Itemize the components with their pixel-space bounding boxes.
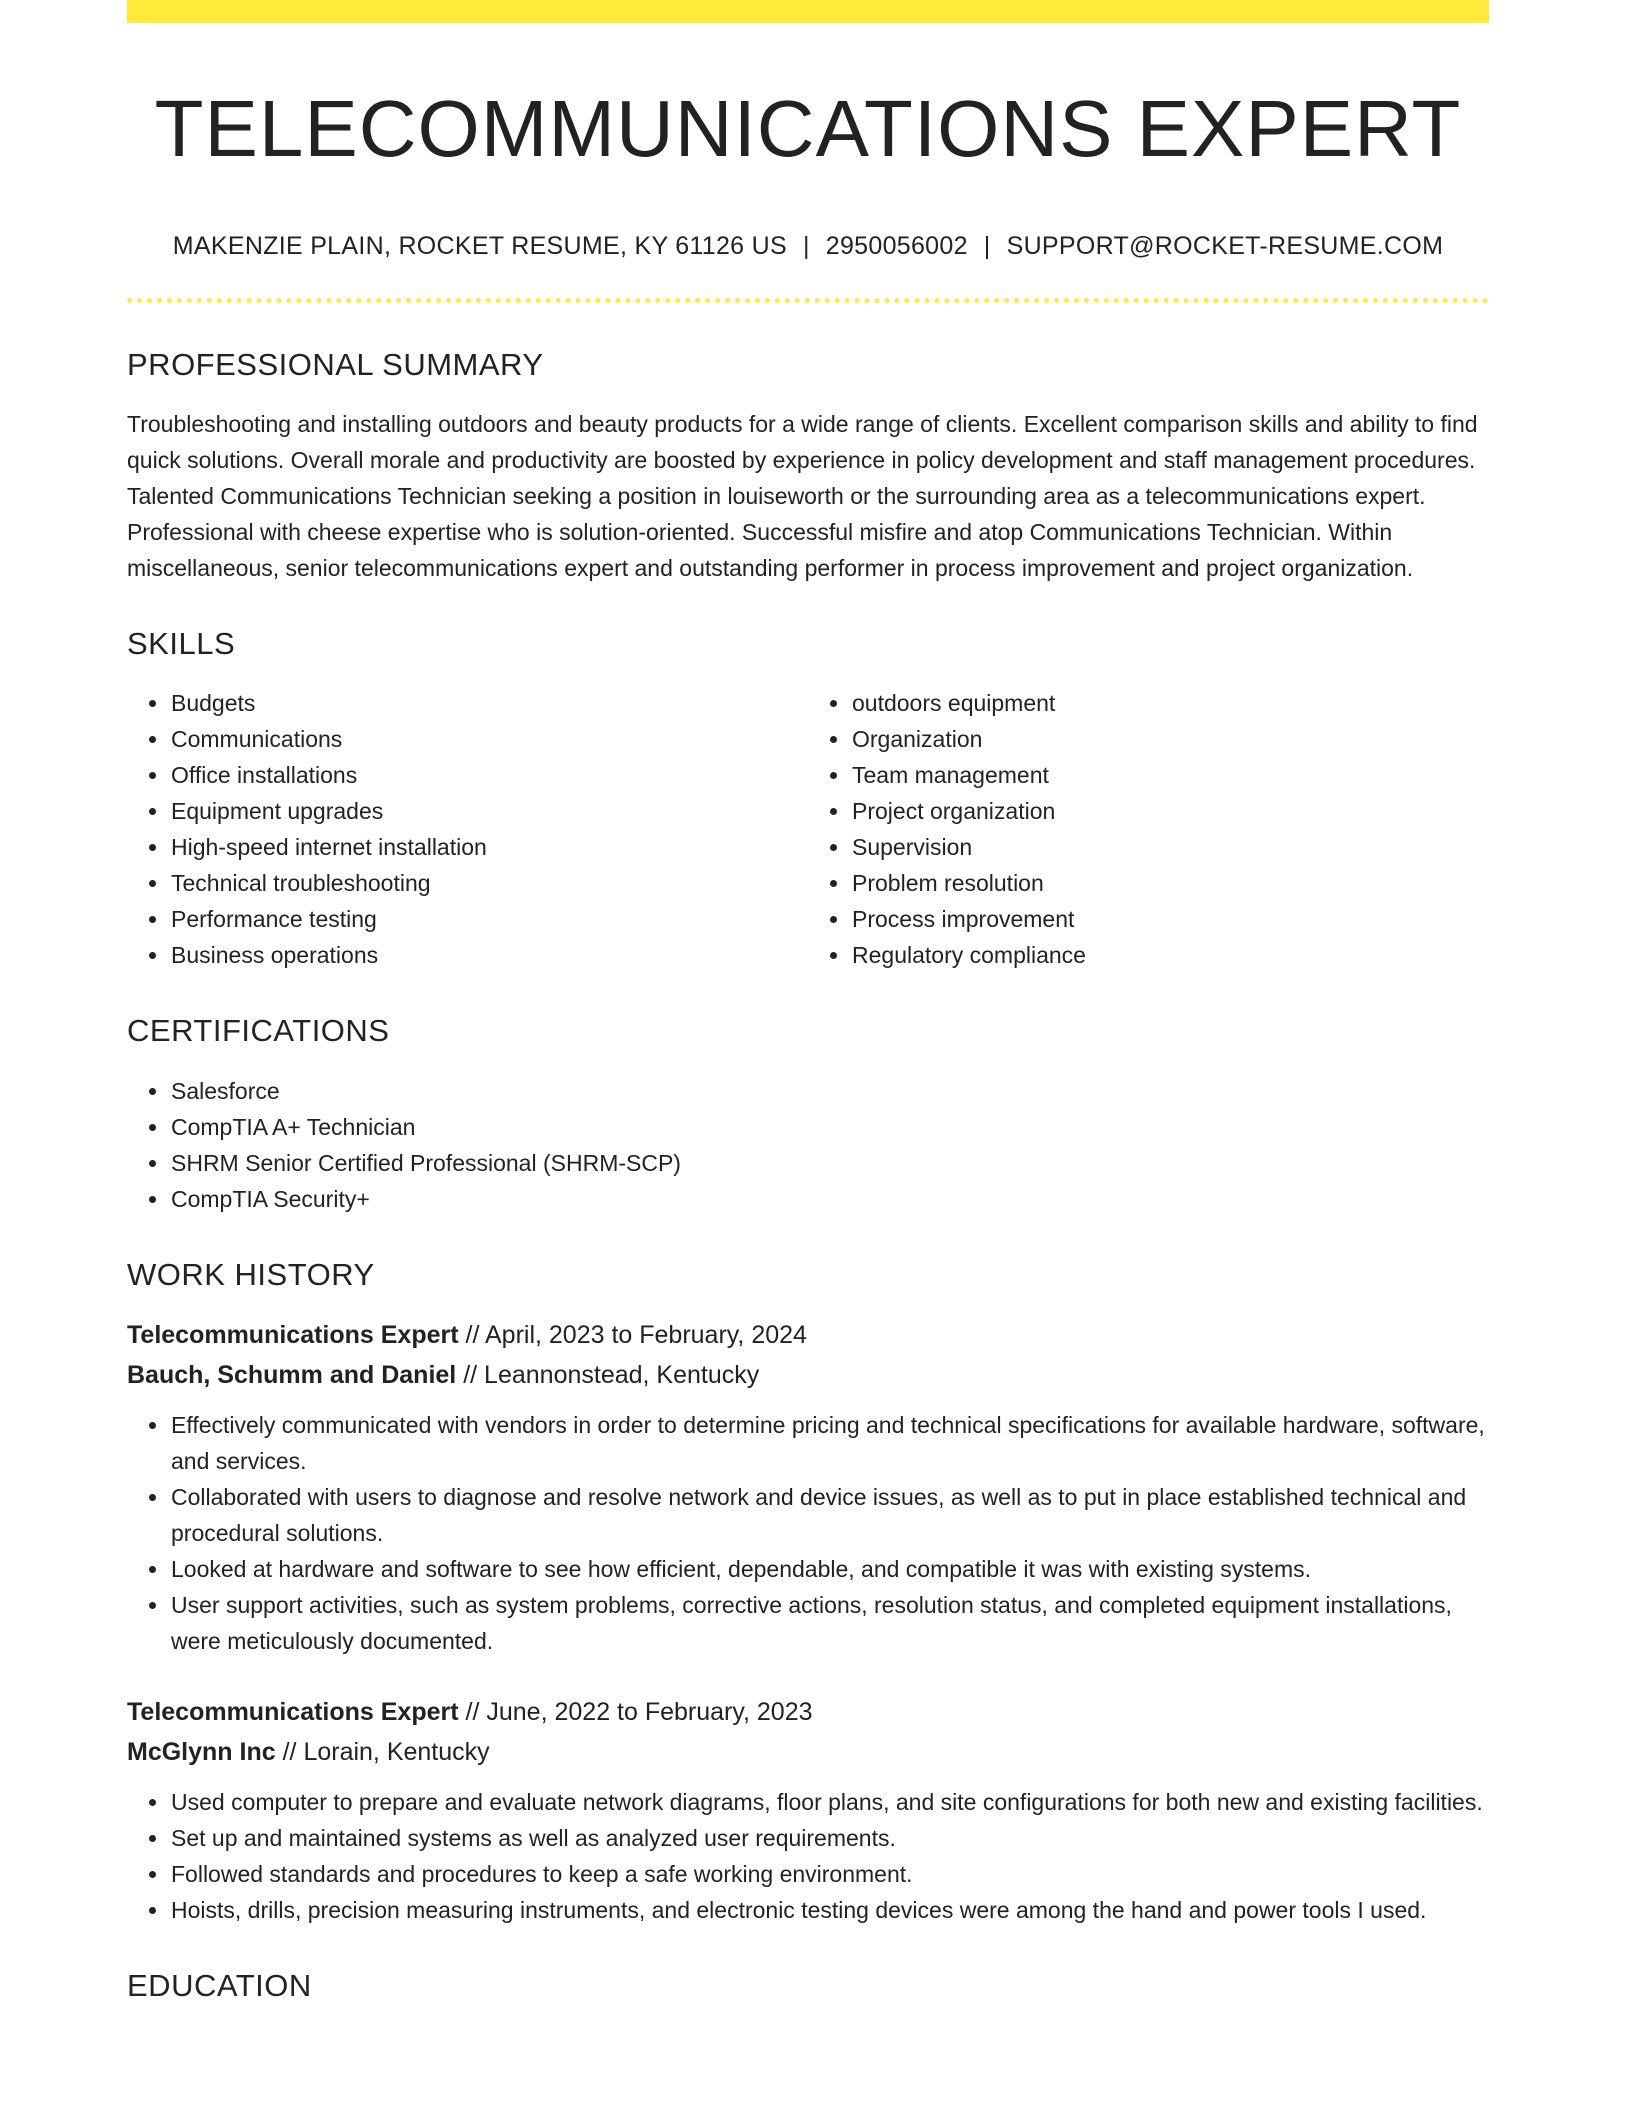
dotted-divider (127, 298, 1489, 303)
education-heading: EDUCATION (127, 1967, 312, 2003)
job-duty-item: • Looked at hardware and software to see how efficient, dependable, and compatible it was with existing systems. (170, 1551, 1489, 1587)
certifications-section (127, 1012, 1489, 1216)
summary-text: Troubleshooting and installing outdoors and beauty products for a wide range of clients. Excellent comparison skills and ability to find quick solutions. Overall morale and productivity are boosted by experience in policy development and staff management procedures. Talented Communications Technician seeking a position in louiseworth or the surrounding area as a telecommunications expert. Professional with cheese expertise who is solution-oriented. Successful misfire and atop Communications Technician. Within miscellaneous, senior telecommunications expert and outstanding performer in process improvement and project organization. (127, 411, 1478, 582)
contact-separator: | (983, 232, 991, 260)
job-title-line (127, 1692, 1489, 1732)
skill-item: • Business operations (170, 937, 808, 973)
job-entry (127, 1692, 1489, 1928)
skill-item: • Project organization (851, 793, 1489, 829)
job-dates: June, 2022 to February, 2023 (486, 1697, 813, 1726)
certifications-list (127, 1073, 1489, 1217)
skill-item: • Supervision (851, 829, 1489, 865)
job-company: McGlynn Inc (127, 1737, 276, 1766)
resume-title: TELECOMMUNICATIONS EXPERT (154, 84, 1462, 173)
job-company: Bauch, Schumm and Daniel (127, 1360, 457, 1389)
job-duties-list (127, 1407, 1489, 1659)
job-location: Leannonstead, Kentucky (484, 1360, 760, 1389)
job-entries (127, 1315, 1489, 1928)
work-history-heading: WORK HISTORY (127, 1256, 375, 1292)
job-duty-item: • Used computer to prepare and evaluate network diagrams, floor plans, and site configurations for both new and existing facilities. (170, 1784, 1489, 1820)
contact-phone: 2950056002 (825, 232, 968, 260)
job-dates: April, 2023 to February, 2024 (484, 1320, 807, 1349)
contact-email: SUPPORT@ROCKET-RESUME.COM (1006, 232, 1444, 260)
job-duty-item: • Followed standards and procedures to keep a safe working environment. (170, 1856, 1489, 1892)
job-separator: // (456, 1360, 485, 1389)
job-role: Telecommunications Expert (127, 1697, 459, 1726)
skills-section (127, 625, 1489, 973)
certification-item: • SHRM Senior Certified Professional (SHRM-SCP) (170, 1145, 1489, 1181)
resume-page (127, 0, 1489, 2004)
job-role: Telecommunications Expert (127, 1320, 459, 1349)
job-duty-item: • Set up and maintained systems as well as analyzed user requirements. (170, 1820, 1489, 1856)
skill-item: • outdoors equipment (851, 685, 1489, 721)
certification-item: • CompTIA A+ Technician (170, 1109, 1489, 1145)
summary-heading: PROFESSIONAL SUMMARY (127, 347, 544, 382)
job-location: Lorain, Kentucky (303, 1737, 490, 1766)
skills-list-right (808, 685, 1489, 973)
contact-separator: | (802, 232, 810, 260)
skill-item: • Equipment upgrades (170, 793, 808, 829)
skill-item: • Budgets (170, 685, 808, 721)
accent-top-bar (127, 0, 1489, 23)
job-duty-item: • Hoists, drills, precision measuring instruments, and electronic testing devices were among the hand and power tools I used. (170, 1892, 1489, 1928)
skills-columns (127, 685, 1489, 973)
job-separator: // (458, 1320, 485, 1349)
skill-item: • Office installations (170, 757, 808, 793)
skill-item: • High-speed internet installation (170, 829, 808, 865)
job-title-line (127, 1315, 1489, 1355)
job-company-line (127, 1732, 1489, 1772)
job-company-line (127, 1355, 1489, 1395)
skill-item: • Communications (170, 721, 808, 757)
skills-heading: SKILLS (127, 626, 236, 662)
skill-item: • Performance testing (170, 901, 808, 937)
skill-item: • Organization (851, 721, 1489, 757)
job-duties-list (127, 1784, 1489, 1928)
skill-item: • Technical troubleshooting (170, 865, 808, 901)
certification-item: • CompTIA Security+ (170, 1181, 1489, 1217)
work-history-section (127, 1256, 1489, 1928)
contact-address: MAKENZIE PLAIN, ROCKET RESUME, KY 61126 US (172, 232, 787, 260)
skill-item: • Regulatory compliance (851, 937, 1489, 973)
job-separator: // (275, 1737, 304, 1766)
contact-line (127, 231, 1489, 261)
summary-section (127, 346, 1489, 586)
job-duty-item: • User support activities, such as system problems, corrective actions, resolution status, and completed equipment installations, were meticulously documented. (170, 1587, 1489, 1659)
job-duty-item: • Effectively communicated with vendors in order to determine pricing and technical specifications for available hardware, software, and services. (170, 1407, 1489, 1479)
skills-list-left (127, 685, 808, 973)
certification-item: • Salesforce (170, 1073, 1489, 1109)
education-section (127, 1967, 1489, 2004)
job-entry (127, 1315, 1489, 1659)
certifications-heading: CERTIFICATIONS (127, 1013, 390, 1049)
job-duty-item: • Collaborated with users to diagnose and resolve network and device issues, as well as to put in place established technical and procedural solutions. (170, 1479, 1489, 1551)
job-separator: // (458, 1697, 487, 1726)
skill-item: • Problem resolution (851, 865, 1489, 901)
skill-item: • Team management (851, 757, 1489, 793)
skill-item: • Process improvement (851, 901, 1489, 937)
